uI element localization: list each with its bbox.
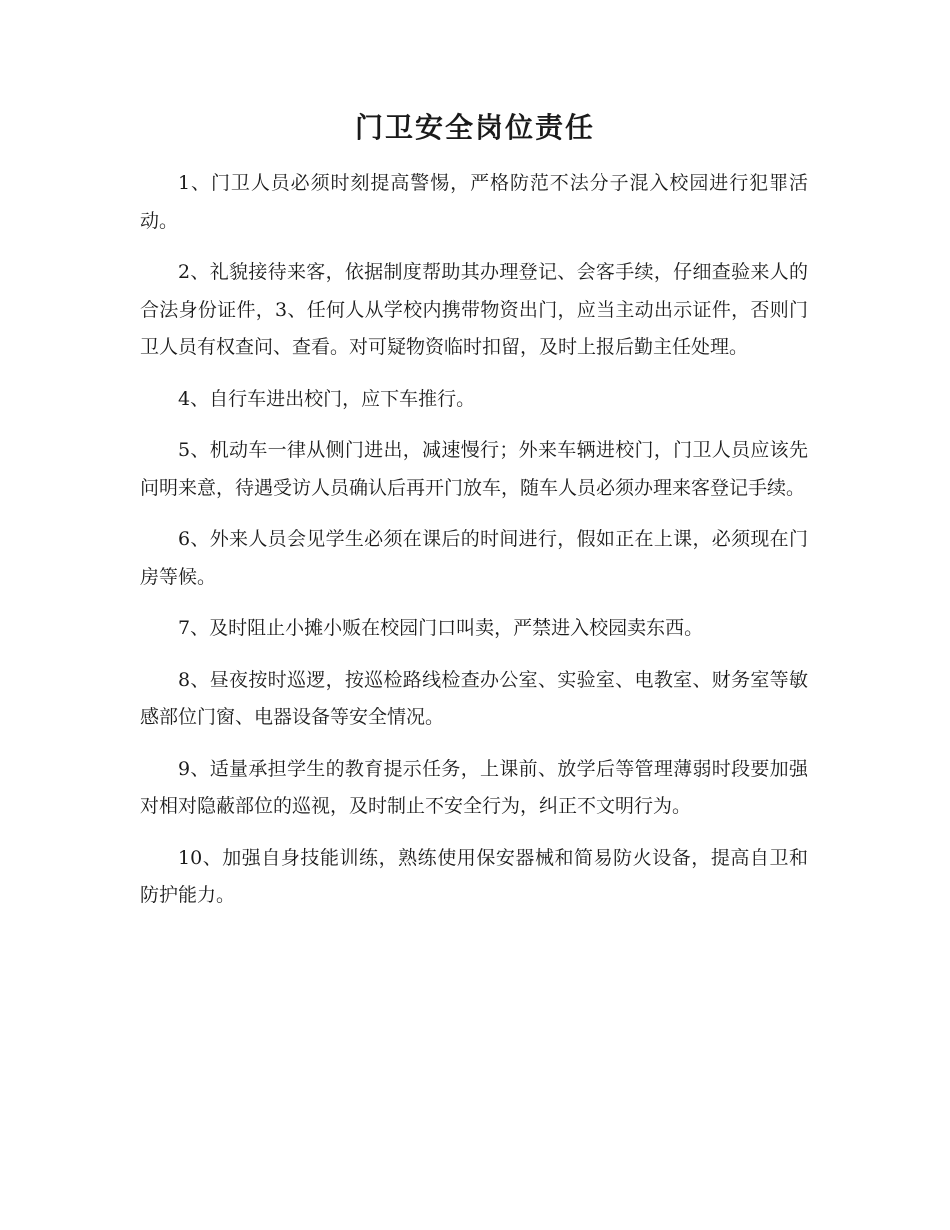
paragraph-5: 6、外来人员会见学生必须在课后的时间进行，假如正在上课，必须现在门房等候。 (140, 528, 808, 588)
paragraph-3: 4、自行车进出校门，应下车推行。 (178, 387, 476, 410)
page-title: 门卫安全岗位责任 (354, 111, 595, 144)
paragraph-6: 7、及时阻止小摊小贩在校园门口叫卖，严禁进入校园卖东西。 (178, 617, 704, 639)
paragraph-9: 10、加强自身技能训练，熟练使用保安器械和简易防火设备，提高自卫和防护能力。 (140, 846, 808, 906)
paragraph-1: 1、门卫人员必须时刻提高警惕，严格防范不法分子混入校园进行犯罪活动。 (140, 172, 808, 232)
document-body (140, 165, 808, 929)
paragraph-7: 8、昼夜按时巡逻，按巡检路线检查办公室、实验室、电教室、财务室等敏感部位门窗、电器设备等安全情况。 (140, 668, 808, 728)
paragraph-4: 5、机动车一律从侧门进出，减速慢行；外来车辆进校门，门卫人员应该先问明来意，待遇受访人员确认后再开门放车，随车人员必须办理来客登记手续。 (140, 439, 808, 499)
paragraph-8: 9、适量承担学生的教育提示任务，上课前、放学后等管理薄弱时段要加强对相对隐蔽部位的巡视，及时制止不安全行为，纠正不文明行为。 (140, 757, 808, 817)
paragraph-2: 2、礼貌接待来客，依据制度帮助其办理登记、会客手续，仔细查验来人的合法身份证件，3、任何人从学校内携带物资出门，应当主动出示证件，否则门卫人员有权查问、查看。对可疑物资临时扣留，及时上报后勤主任处理。 (140, 261, 808, 358)
